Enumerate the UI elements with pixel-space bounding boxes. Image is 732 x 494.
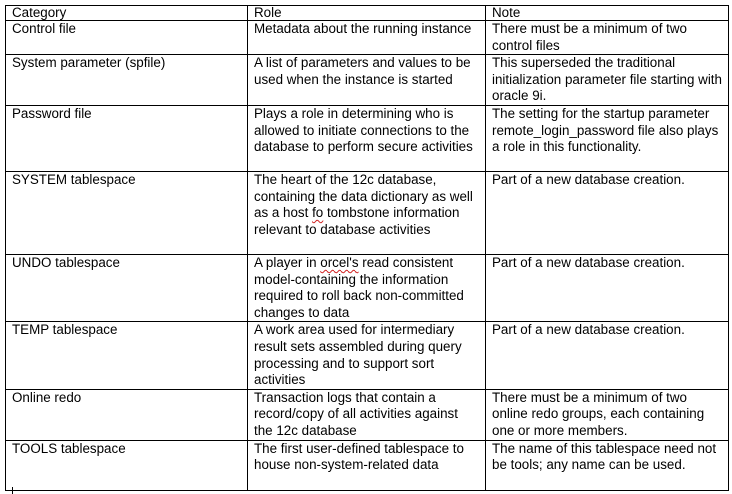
note-cell: Part of a new database creation. <box>486 171 729 254</box>
note-cell: This superseded the traditional initialization parameter file starting with oracle 9i. <box>486 55 729 106</box>
header-note: Note <box>486 6 729 21</box>
role-cell <box>248 254 486 321</box>
header-row <box>6 6 729 21</box>
role-cell: Transaction logs that contain a record/copy of all activities against the 12c database <box>248 389 486 440</box>
note-cell: Part of a new database creation. <box>486 254 729 321</box>
table-row <box>6 21 729 55</box>
category-cell: TOOLS tablespace <box>6 440 248 490</box>
table-row <box>6 105 729 171</box>
category-cell: Online redo <box>6 389 248 440</box>
table-row <box>6 322 729 389</box>
role-text: A player in <box>254 254 321 270</box>
header-category: Category <box>6 6 248 21</box>
table-row <box>6 389 729 440</box>
table-row <box>6 55 729 106</box>
role-text: read consistent model-containing the information required to roll back non-committed changes to data <box>254 254 464 320</box>
role-cell: The first user-defined tablespace to house non-system-related data <box>248 440 486 490</box>
note-cell: The name of this tablespace need not be tools; any name can be used. <box>486 440 729 490</box>
category-cell: System parameter (spfile) <box>6 55 248 106</box>
role-cell <box>248 171 486 254</box>
table-row <box>6 440 729 490</box>
spellcheck-flagged-word[interactable]: fo <box>312 205 324 221</box>
role-cell: A list of parameters and values to be used when the instance is started <box>248 55 486 106</box>
text-cursor <box>12 487 13 494</box>
table-row <box>6 254 729 321</box>
role-cell: Plays a role in determining who is allowed to initiate connections to the database to perform secure activities <box>248 105 486 171</box>
category-cell: TEMP tablespace <box>6 322 248 389</box>
role-cell: A work area used for intermediary result sets assembled during query processing and to support sort activities <box>248 322 486 389</box>
note-cell: There must be a minimum of two control files <box>486 21 729 55</box>
header-role: Role <box>248 6 486 21</box>
role-text: The heart of the 12c database, containing the data dictionary as well as a host <box>254 171 473 221</box>
role-text: tombstone information relevant to database activities <box>254 205 460 237</box>
category-cell: UNDO tablespace <box>6 254 248 321</box>
note-cell: There must be a minimum of two online redo groups, each containing one or more members. <box>486 389 729 440</box>
note-cell: Part of a new database creation. <box>486 322 729 389</box>
category-cell: Control file <box>6 21 248 55</box>
table-row <box>6 171 729 254</box>
category-cell: Password file <box>6 105 248 171</box>
role-cell: Metadata about the running instance <box>248 21 486 55</box>
oracle-components-table <box>5 5 729 491</box>
spellcheck-flagged-word[interactable]: orcel's <box>320 254 359 270</box>
note-cell: The setting for the startup parameter remote_login_password file also plays a role in this functionality. <box>486 105 729 171</box>
category-cell: SYSTEM tablespace <box>6 171 248 254</box>
